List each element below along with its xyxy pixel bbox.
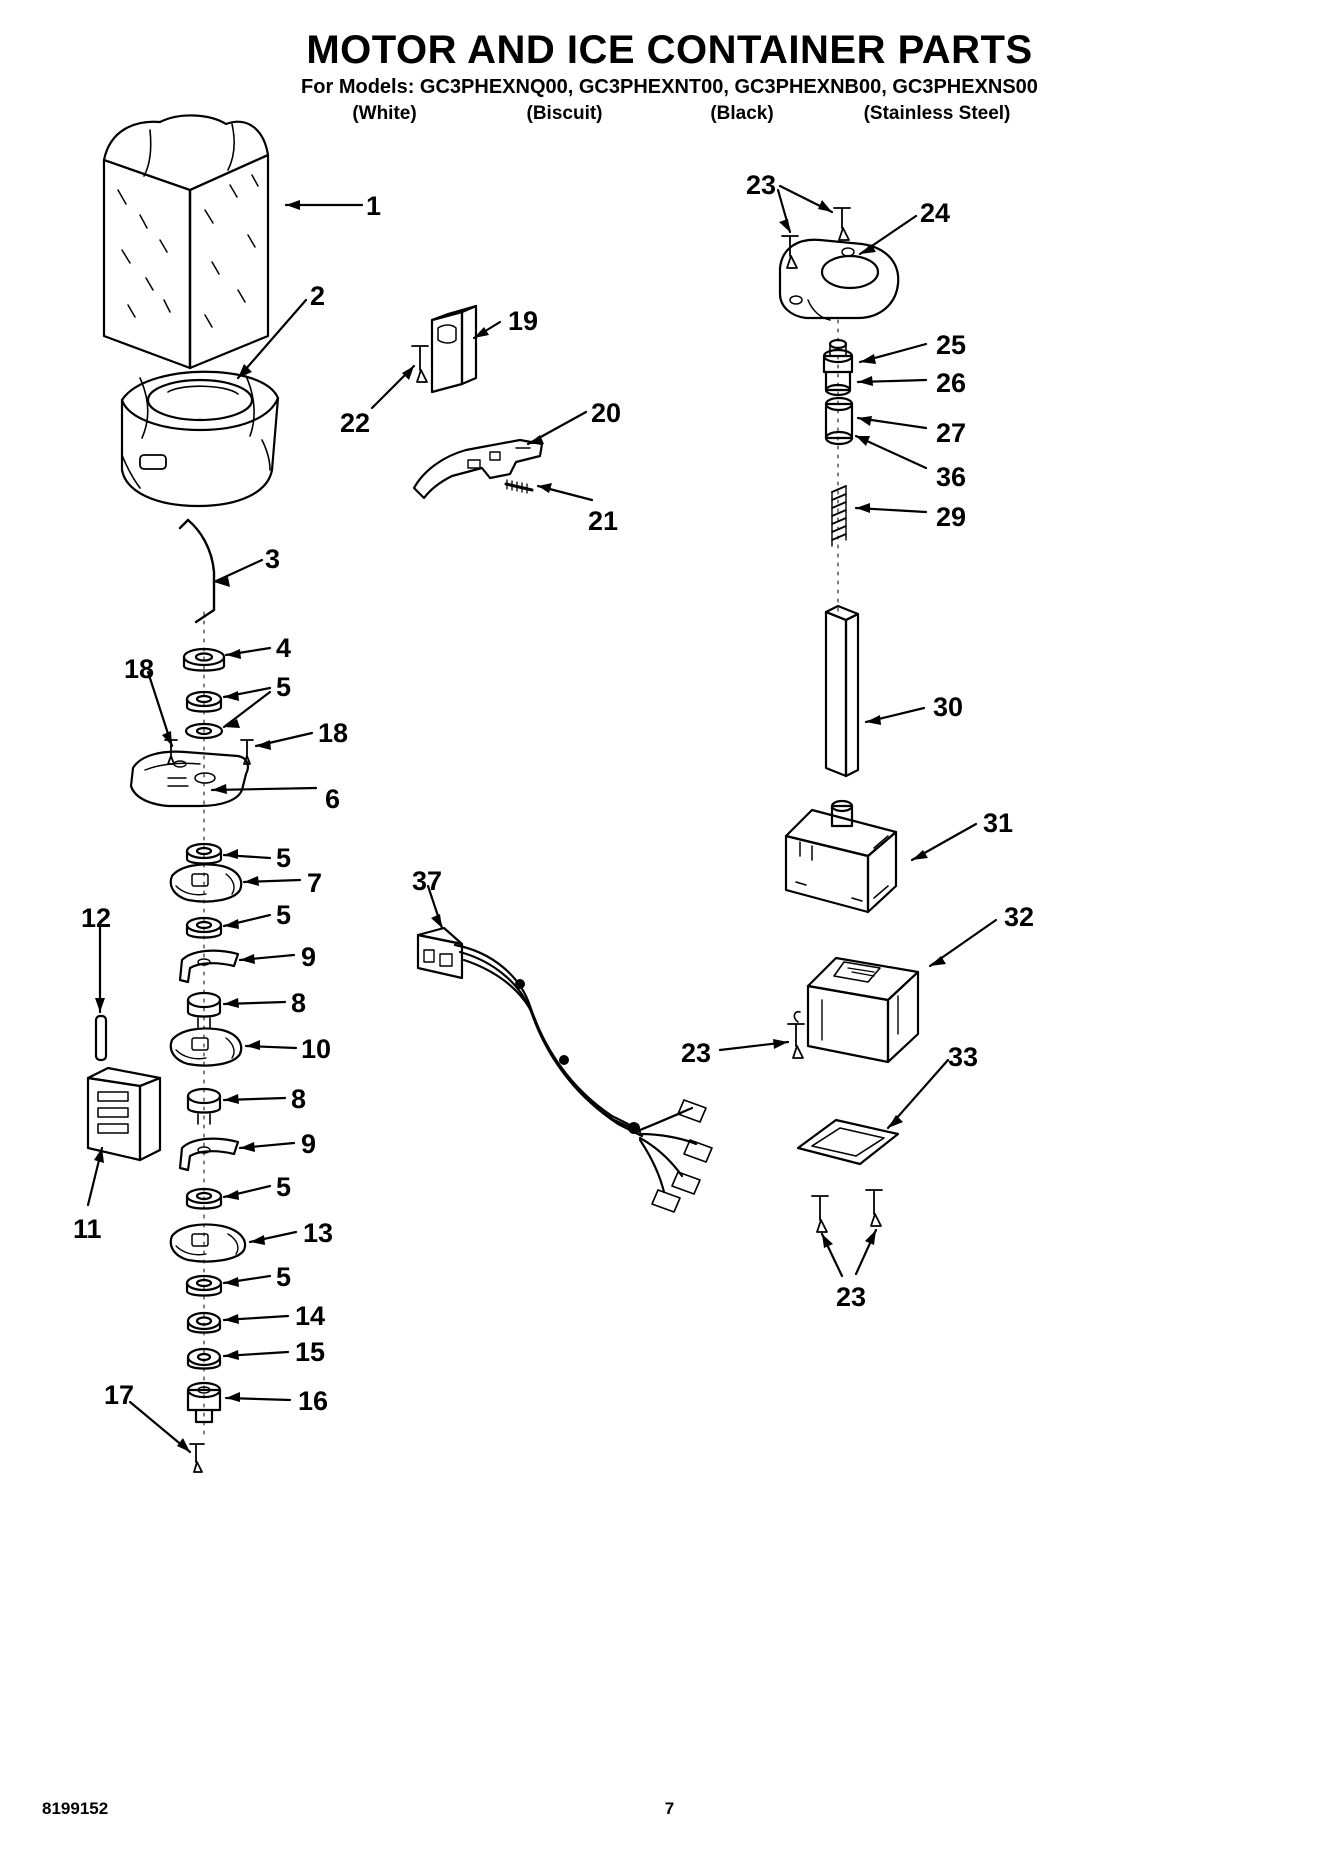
color-stainless: (Stainless Steel) [863,103,1011,124]
callout-22: 22 [340,408,371,438]
part-stack-assembly [131,612,253,1472]
callout-23b: 23 [681,1038,712,1068]
callout-25: 25 [936,330,967,360]
document-number: 8199152 [42,1799,109,1818]
page-number: 7 [664,1799,675,1818]
part-motor-32 [794,958,918,1062]
callout-10: 10 [301,1034,332,1064]
callout-23c: 23 [836,1282,867,1312]
callout-17: 17 [104,1380,135,1410]
page-title: MOTOR AND ICE CONTAINER PARTS [306,28,1033,72]
callout-8a: 8 [291,988,307,1018]
callout-23a: 23 [746,170,777,200]
callout-30: 30 [933,692,964,722]
callout-32: 32 [1004,902,1035,932]
callout-26: 26 [936,368,967,398]
callout-13: 13 [303,1218,334,1248]
color-white: (White) [352,103,417,124]
color-biscuit: (Biscuit) [526,103,603,124]
part-screw-23-motor [788,1024,804,1058]
callout-9a: 9 [301,942,317,972]
callout-5a: 5 [276,672,292,702]
callout-24: 24 [920,198,951,228]
callout-5e: 5 [276,1262,292,1292]
callout-36: 36 [936,462,967,492]
callout-20: 20 [591,398,622,428]
part-ejector-wire [180,520,214,622]
callout-14: 14 [295,1301,326,1331]
part-switch-assembly [88,1016,160,1160]
callout-12: 12 [81,903,112,933]
callout-5d: 5 [276,1172,292,1202]
callout-37: 37 [412,866,443,896]
callout-4: 4 [276,633,292,663]
part-mount-plate-24 [780,240,898,320]
part-screws-23-gasket [812,1190,882,1232]
part-wiring-harness-37 [418,928,712,1212]
callout-33: 33 [948,1042,979,1072]
part-gearbox-cover-31 [786,801,896,912]
part-bracket-19 [432,306,476,392]
callout-18b: 18 [318,718,349,748]
callout-6: 6 [325,784,341,814]
callout-16: 16 [298,1386,329,1416]
callout-7: 7 [307,868,323,898]
callout-2: 2 [310,281,326,311]
callout-5b: 5 [276,843,292,873]
callout-9b: 9 [301,1129,317,1159]
callout-31: 31 [983,808,1014,838]
part-screw-22 [412,346,428,382]
callout-15: 15 [295,1337,326,1367]
color-black: (Black) [710,103,774,124]
part-gasket-33 [798,1120,898,1164]
callout-3: 3 [265,544,281,574]
callout-18a: 18 [124,654,155,684]
callout-1: 1 [366,191,382,221]
part-motor-housing-cover [122,372,278,506]
callout-5c: 5 [276,900,292,930]
part-shaft-stack [824,320,858,776]
callout-29: 29 [936,502,967,532]
callout-27: 27 [936,418,967,448]
leader-lines [88,186,996,1452]
models-line: For Models: GC3PHEXNQ00, GC3PHEXNT00, GC3PHEXNB00, GC3PHEXNS00 [301,76,1038,98]
part-screws-23-top [782,208,850,268]
part-pin-21 [506,480,532,493]
part-ice-container [104,115,268,368]
callout-21: 21 [588,506,619,536]
callout-19: 19 [508,306,539,336]
callout-8b: 8 [291,1084,307,1114]
callout-11: 11 [73,1214,102,1244]
